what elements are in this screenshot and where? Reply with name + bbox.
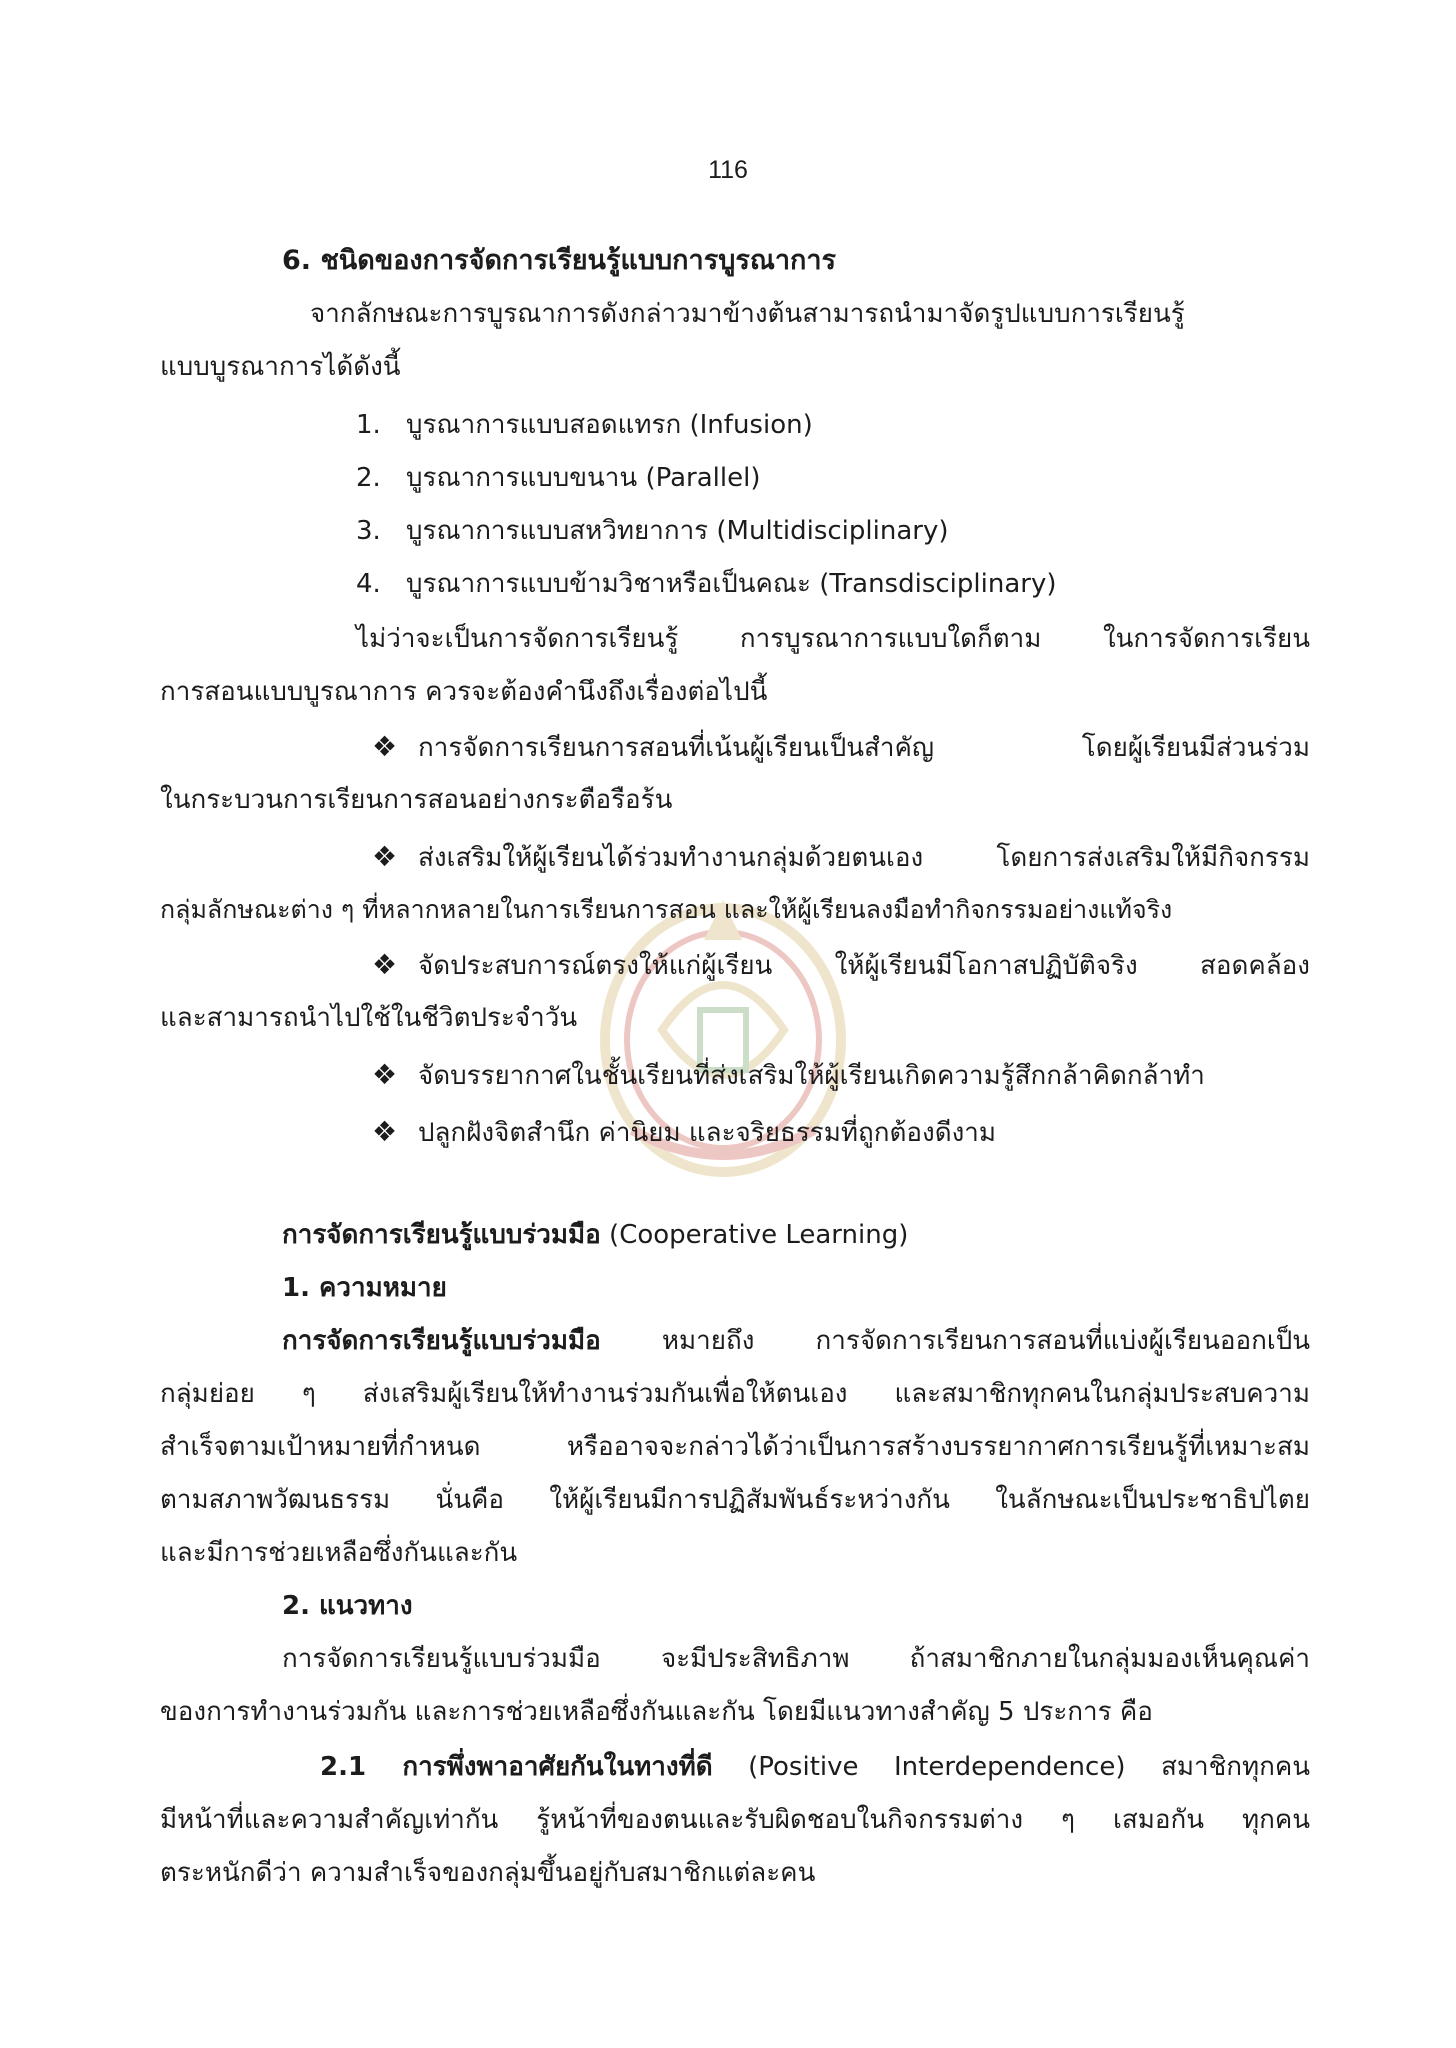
diamond-bullet-icon: ❖: [372, 948, 398, 981]
paragraph-line: ตามสภาพวัฒนธรรม นั่นคือ ให้ผู้เรียนมีการปฏิสัมพันธ์ระหว่างกัน ในลักษณะเป็นประชาธิปไตย: [160, 1485, 1310, 1515]
list-number: 4.: [356, 569, 381, 599]
intro-line: แบบบูรณาการได้ดังนี้: [160, 352, 401, 382]
diamond-bullet-icon: ❖: [372, 1115, 398, 1148]
definition-text: หมายถึง การจัดการเรียนการสอนที่แบ่งผู้เรียนออกเป็น: [600, 1326, 1310, 1356]
list-number: 1.: [356, 410, 381, 440]
diamond-bullet-icon: ❖: [372, 730, 398, 763]
paragraph-line: การสอนแบบบูรณาการ ควรจะต้องคำนึงถึงเรื่องต่อไปนี้: [160, 677, 768, 707]
paragraph-line: มีหน้าที่และความสำคัญเท่ากัน รู้หน้าที่ของตนและรับผิดชอบในกิจกรรมต่าง ๆ เสมอกัน ทุกคน: [160, 1805, 1310, 1835]
paragraph-line: และมีการช่วยเหลือซึ่งกันและกัน: [160, 1538, 518, 1568]
bullet-continuation: ในกระบวนการเรียนการสอนอย่างกระตือรือร้น: [160, 785, 673, 815]
paragraph-line: [282, 1324, 1310, 1358]
bullet-item: [372, 1058, 1205, 1093]
diamond-bullet-icon: ❖: [372, 1058, 398, 1091]
list-item: [356, 567, 1056, 601]
diamond-bullet-icon: ❖: [372, 840, 398, 873]
bullet-item: [372, 948, 1310, 983]
bullet-text: จัดประสบการณ์ตรงให้แก่ผู้เรียน ให้ผู้เรียนมีโอกาสปฏิบัติจริง สอดคล้อง: [418, 951, 1310, 981]
bullet-text: ส่งเสริมให้ผู้เรียนได้ร่วมทำงานกลุ่มด้วยตนเอง โดยการส่งเสริมให้มีกิจกรรม: [418, 843, 1310, 873]
paragraph-line: กลุ่มย่อย ๆ ส่งเสริมผู้เรียนให้ทำงานร่วมกันเพื่อให้ตนเอง และสมาชิกทุกคนในกลุ่มประสบความ: [160, 1379, 1310, 1409]
list-number: 3.: [356, 516, 381, 546]
approach-heading: 2. แนวทาง: [282, 1591, 413, 1621]
list-text: บูรณาการแบบสหวิทยาการ (Multidisciplinary): [406, 516, 949, 546]
list-item: [356, 514, 948, 548]
bullet-continuation: และสามารถนำไปใช้ในชีวิตประจำวัน: [160, 1003, 578, 1033]
list-item: [356, 461, 760, 495]
paragraph-line: การจัดการเรียนรู้แบบร่วมมือ จะมีประสิทธิภาพ ถ้าสมาชิกภายในกลุ่มมองเห็นคุณค่า: [282, 1644, 1310, 1674]
list-number: 2.: [356, 463, 381, 493]
list-text: บูรณาการแบบขนาน (Parallel): [406, 463, 761, 493]
paragraph-line: สำเร็จตามเป้าหมายที่กำหนด หรืออาจจะกล่าวได้ว่าเป็นการสร้างบรรยากาศการเรียนรู้ที่เหมาะสม: [160, 1432, 1310, 1462]
bullet-item: [372, 730, 1310, 765]
list-text: บูรณาการแบบข้ามวิชาหรือเป็นคณะ (Transdisciplinary): [406, 569, 1057, 599]
subsection-title: [282, 1218, 908, 1252]
paragraph-line: [320, 1750, 1310, 1784]
bullet-item: [372, 840, 1310, 875]
page-number: 116: [708, 156, 748, 184]
defined-term: การจัดการเรียนรู้แบบร่วมมือ: [282, 1326, 601, 1356]
meaning-heading: 1. ความหมาย: [282, 1273, 447, 1303]
bullet-item: [372, 1115, 996, 1150]
paragraph-line: ไม่ว่าจะเป็นการจัดการเรียนรู้ การบูรณาการแบบใดก็ตาม ในการจัดการเรียน: [356, 624, 1310, 654]
paragraph-line: ตระหนักดีว่า ความสำเร็จของกลุ่มขึ้นอยู่กับสมาชิกแต่ละคน: [160, 1858, 816, 1888]
bullet-text: จัดบรรยากาศในชั้นเรียนที่ส่งเสริมให้ผู้เรียนเกิดความรู้สึกกล้าคิดกล้าทำ: [418, 1061, 1205, 1091]
intro-line: จากลักษณะการบูรณาการดังกล่าวมาข้างต้นสามารถนำมาจัดรูปแบบการเรียนรู้: [310, 299, 1185, 329]
subsection-title-en: (Cooperative Learning): [609, 1220, 909, 1250]
subsection-title-th: การจัดการเรียนรู้แบบร่วมมือ: [282, 1220, 601, 1250]
bullet-text: ปลูกฝังจิตสำนึก ค่านิยม และจริยธรรมที่ถูกต้องดีงาม: [418, 1118, 997, 1148]
list-text: บูรณาการแบบสอดแทรก (Infusion): [406, 410, 813, 440]
bullet-text: การจัดการเรียนการสอนที่เน้นผู้เรียนเป็นสำคัญ โดยผู้เรียนมีส่วนร่วม: [418, 733, 1310, 763]
list-item: [356, 408, 813, 442]
paragraph-line: ของการทำงานร่วมกัน และการช่วยเหลือซึ่งกันและกัน โดยมีแนวทางสำคัญ 5 ประการ คือ: [160, 1697, 1153, 1727]
section-heading: 6. ชนิดของการจัดการเรียนรู้แบบการบูรณาการ: [282, 245, 837, 276]
principle-text: (Positive Interdependence) สมาชิกทุกคน: [712, 1752, 1310, 1782]
bullet-continuation: กลุ่มลักษณะต่าง ๆ ที่หลากหลายในการเรียนการสอน และให้ผู้เรียนลงมือทำกิจกรรมอย่างแท้จริง: [160, 895, 1173, 924]
principle-label: 2.1 การพึ่งพาอาศัยกันในทางที่ดี: [320, 1752, 713, 1782]
